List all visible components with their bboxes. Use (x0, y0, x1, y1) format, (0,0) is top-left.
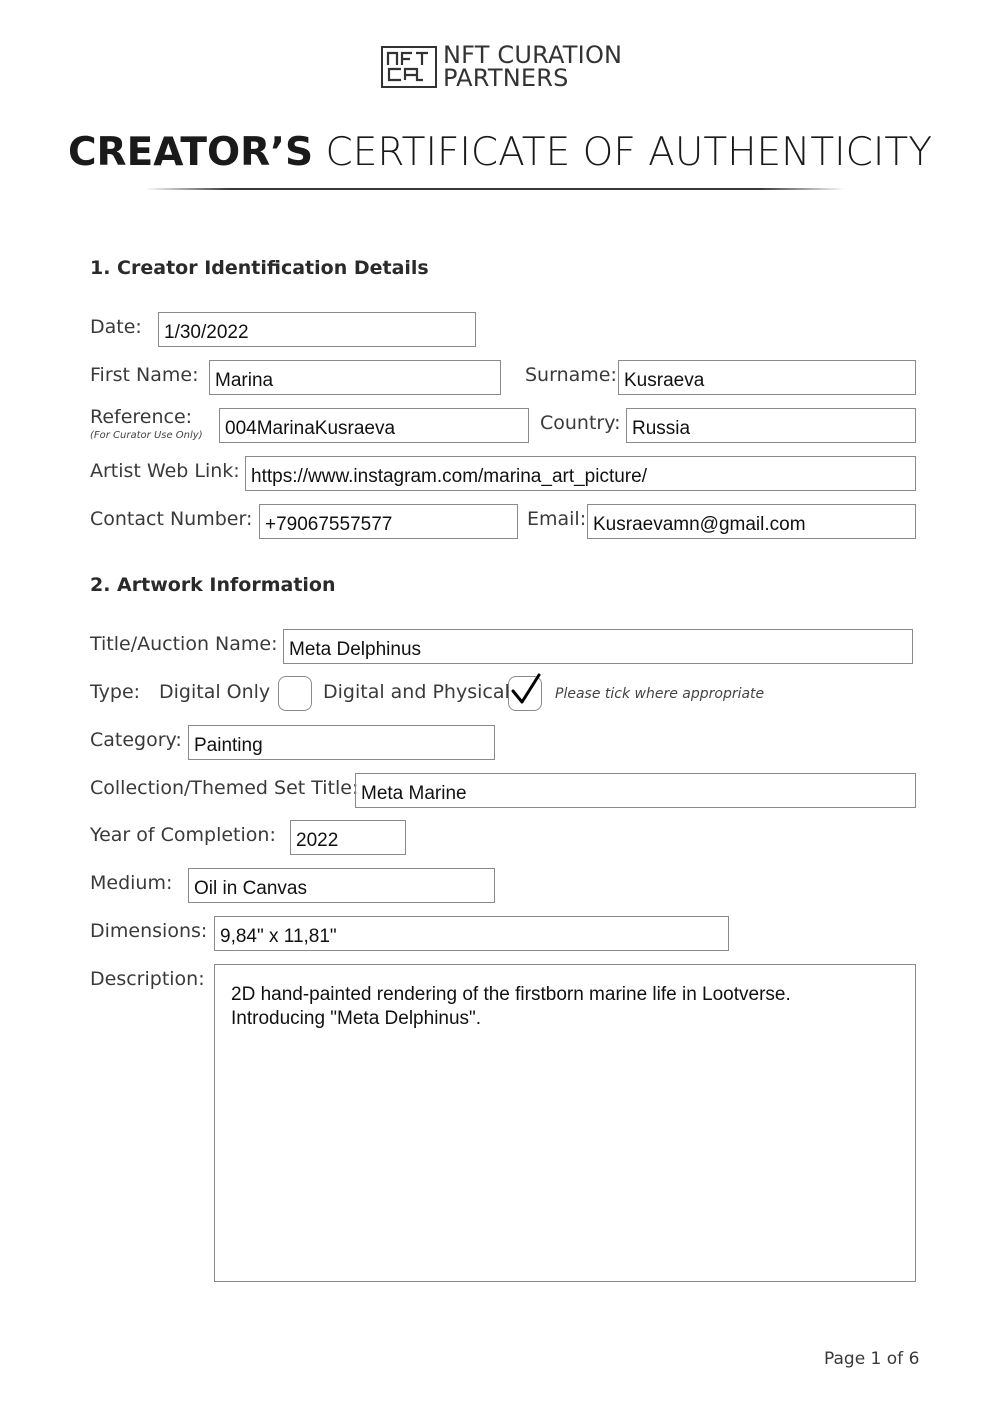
surname-label: Surname: (525, 364, 617, 386)
web-link-label: Artist Web Link: (90, 460, 240, 482)
type-label: Type: (90, 681, 141, 703)
title-field[interactable]: Meta Delphinus (283, 629, 913, 664)
reference-field[interactable]: 004MarinaKusraeva (219, 408, 529, 443)
reference-label: Reference: (90, 406, 193, 428)
collection-label: Collection/Themed Set Title: (90, 777, 359, 799)
country-label: Country: (540, 412, 621, 434)
first-name-label: First Name: (90, 364, 199, 386)
surname-field[interactable]: Kusraeva (618, 360, 916, 395)
title-bold: CREATOR’S (67, 130, 314, 175)
section1-heading: 1. Creator Identification Details (90, 257, 429, 279)
medium-label: Medium: (90, 872, 173, 894)
category-label: Category: (90, 729, 182, 751)
type-option-digital-only: Digital Only (159, 681, 271, 703)
first-name-field[interactable]: Marina (209, 360, 501, 395)
reference-sublabel: (For Curator Use Only) (90, 430, 203, 441)
description-line2: Introducing "Meta Delphinus". (231, 1008, 482, 1029)
email-label: Email: (527, 508, 587, 530)
type-option-digital-physical: Digital and Physical (323, 681, 510, 703)
date-label: Date: (90, 316, 142, 338)
digital-only-checkbox[interactable] (278, 676, 312, 711)
page-title (0, 130, 1000, 175)
logo-glyph-icon (383, 48, 434, 85)
web-link-field[interactable]: https://www.instagram.com/marina_art_picture/ (245, 456, 916, 491)
type-hint: Please tick where appropriate (555, 686, 765, 702)
date-field[interactable]: 1/30/2022 (158, 312, 476, 347)
title-label: Title/Auction Name: (90, 633, 278, 655)
description-label: Description: (90, 968, 205, 990)
contact-field[interactable]: +79067557577 (259, 504, 518, 539)
year-label: Year of Completion: (90, 824, 276, 846)
dimensions-field[interactable]: 9,84" x 11,81" (214, 916, 729, 951)
dimensions-label: Dimensions: (90, 920, 208, 942)
description-field[interactable] (214, 964, 916, 1282)
title-divider (145, 188, 845, 190)
medium-field[interactable]: Oil in Canvas (188, 868, 495, 903)
logo-mark (381, 46, 437, 88)
country-field[interactable]: Russia (626, 408, 916, 443)
org-name-line1: NFT CURATION (443, 41, 623, 69)
description-line1: 2D hand-painted rendering of the firstborn marine life in Lootverse. (231, 984, 791, 1005)
year-field[interactable]: 2022 (290, 820, 406, 855)
org-name-line2: PARTNERS (443, 64, 569, 92)
collection-field[interactable]: Meta Marine (355, 773, 916, 808)
org-name (443, 41, 623, 92)
checkmark-icon (508, 671, 542, 706)
section2-heading: 2. Artwork Information (90, 574, 336, 596)
title-rest: CERTIFICATE OF AUTHENTICITY (325, 130, 933, 175)
page-number: Page 1 of 6 (824, 1349, 920, 1369)
email-field[interactable]: Kusraevamn@gmail.com (587, 504, 916, 539)
digital-physical-checkbox[interactable] (508, 676, 542, 711)
category-field[interactable]: Painting (188, 725, 495, 760)
contact-label: Contact Number: (90, 508, 253, 530)
